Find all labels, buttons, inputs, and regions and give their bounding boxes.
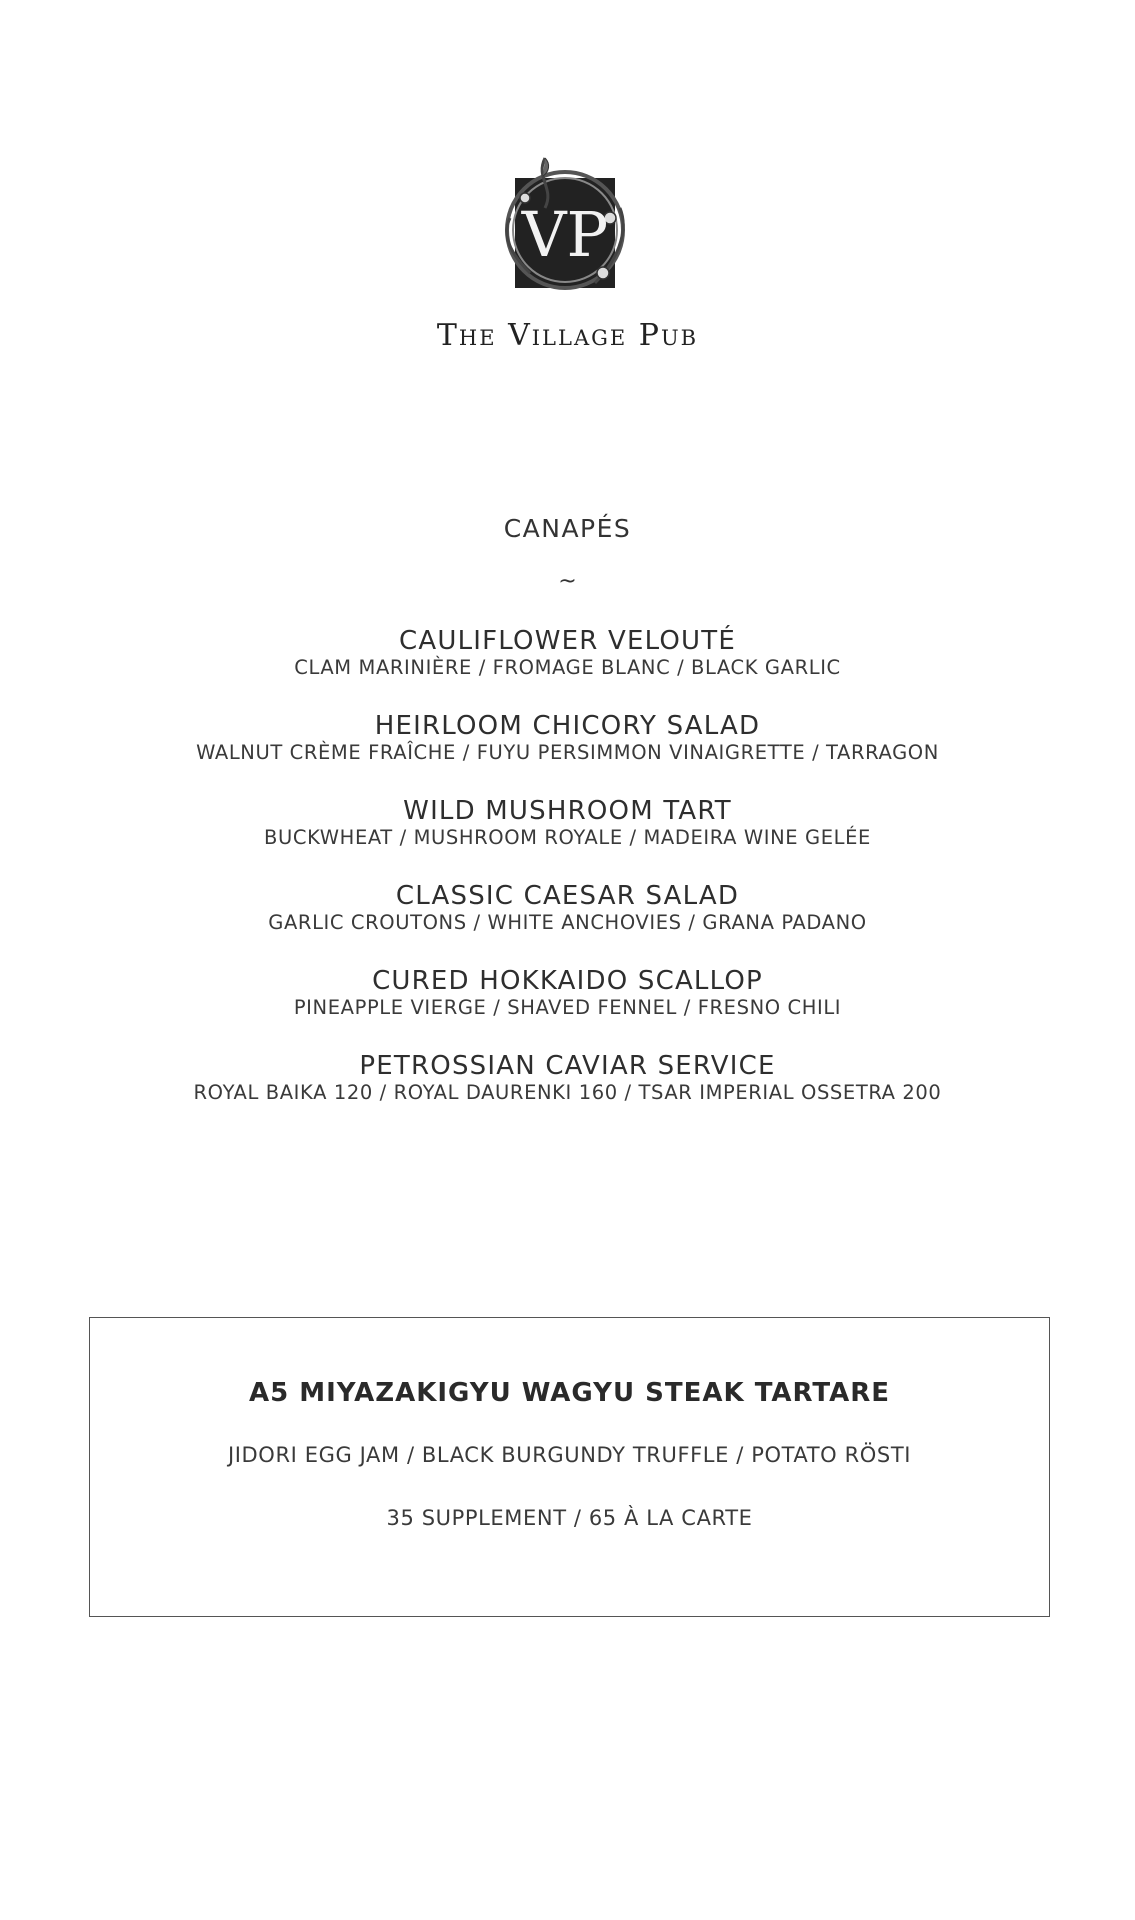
menu-course — [0, 881, 1135, 935]
course-description: PINEAPPLE VIERGE / SHAVED FENNEL / FRESNO CHILI — [293, 996, 842, 1019]
feature-title: A5 MIYAZAKIGYU WAGYU STEAK TARTARE — [248, 1378, 891, 1408]
feature-description: JIDORI EGG JAM / BLACK BURGUNDY TRUFFLE / POTATO RÖSTI — [227, 1443, 912, 1467]
menu-course — [0, 796, 1135, 850]
course-name: PETROSSIAN CAVIAR SERVICE — [359, 1051, 776, 1081]
course-description: ROYAL BAIKA 120 / ROYAL DAURENKI 160 / TSAR IMPERIAL OSSETRA 200 — [193, 1081, 942, 1104]
course-name: WILD MUSHROOM TART — [403, 796, 732, 826]
section-separator: ~ — [558, 569, 577, 594]
course-description: GARLIC CROUTONS / WHITE ANCHOVIES / GRANA PADANO — [268, 911, 867, 934]
section-title: CANAPÉS — [503, 514, 632, 543]
course-description: BUCKWHEAT / MUSHROOM ROYALE / MADEIRA WINE GELÉE — [264, 826, 871, 849]
feature-price: 35 SUPPLEMENT / 65 À LA CARTE — [386, 1506, 753, 1530]
menu-course — [0, 626, 1135, 680]
course-description: WALNUT CRÈME FRAÎCHE / FUYU PERSIMMON VINAIGRETTE / TARRAGON — [196, 741, 939, 764]
course-description: CLAM MARINIÈRE / FROMAGE BLANC / BLACK GARLIC — [294, 656, 841, 679]
restaurant-logo — [485, 148, 635, 298]
feature-box — [89, 1317, 1050, 1617]
menu-course — [0, 966, 1135, 1020]
course-name: CLASSIC CAESAR SALAD — [395, 881, 740, 911]
course-name: HEIRLOOM CHICORY SALAD — [374, 711, 761, 741]
svg-text:VP: VP — [521, 198, 609, 271]
menu-course — [0, 1051, 1135, 1105]
restaurant-name: The Village Pub — [436, 318, 699, 353]
menu-course — [0, 711, 1135, 765]
vp-monogram-icon — [485, 148, 635, 298]
course-name: CURED HOKKAIDO SCALLOP — [372, 966, 763, 996]
course-name: CAULIFLOWER VELOUTÉ — [399, 626, 736, 656]
